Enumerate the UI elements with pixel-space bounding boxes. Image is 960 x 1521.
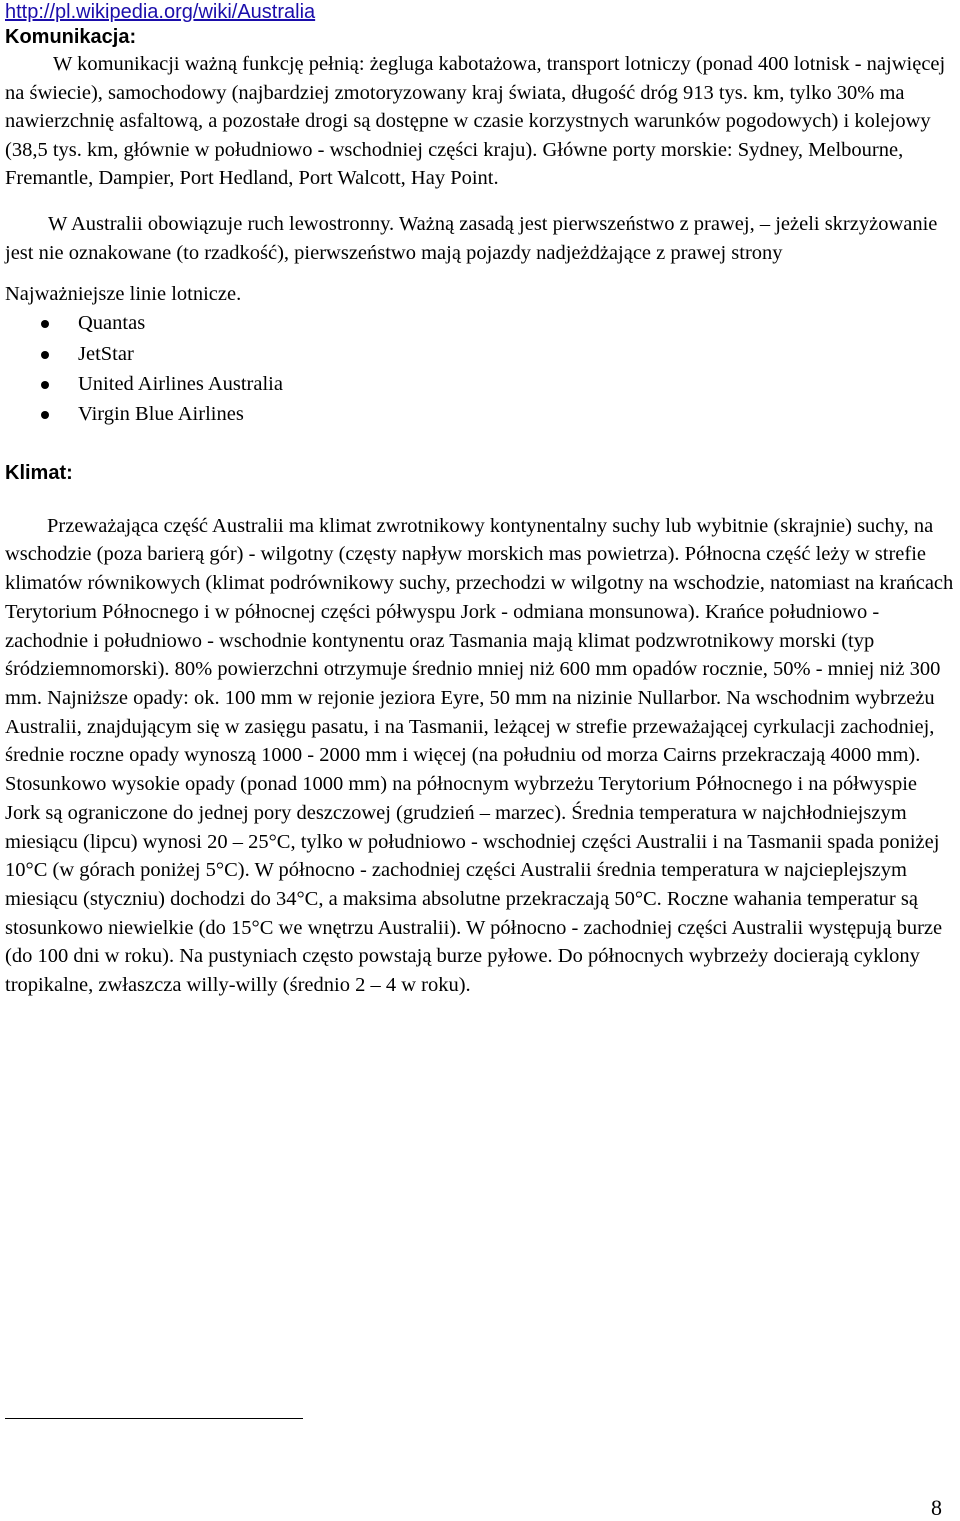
airline-name: Quantas bbox=[78, 312, 146, 335]
section-heading-komunikacja: Komunikacja: bbox=[5, 26, 137, 48]
list-item bbox=[5, 339, 955, 369]
airline-name: JetStar bbox=[78, 342, 134, 365]
document-page bbox=[5, 0, 955, 1000]
section-heading-klimat: Klimat: bbox=[5, 461, 73, 484]
bullet-icon bbox=[41, 411, 49, 419]
airline-name: United Airlines Australia bbox=[78, 372, 283, 395]
bullet-icon bbox=[41, 320, 49, 328]
airlines-list bbox=[5, 308, 955, 430]
footnote-divider bbox=[5, 1418, 303, 1419]
list-item bbox=[5, 308, 955, 338]
list-item bbox=[5, 399, 955, 429]
komunikacja-paragraph-1: W komunikacji ważną funkcję pełnią: żegluga kabotażowa, transport lotniczy (ponad 400 lotnisk - najwięcej na świecie), samochodowy (najbardziej zmotoryzowany kraj świata, długość dróg 913 tys. km, tylko 30% ma nawierzchnię asfaltową, a pozostałe drogi są dostępne w czasie korzystnych warunków pogodowych) i kolejowy (38,5 tys. km, głównie w południowo - wschodniej części kraju). Główne porty morskie: Sydney, Melbourne, Fremantle, Dampier, Port Hedland, Port Walcott, Hay Point. bbox=[5, 53, 946, 190]
airlines-intro: Najważniejsze linie lotnicze. bbox=[5, 283, 242, 306]
komunikacja-paragraph-2: W Australii obowiązuje ruch lewostronny. Ważną zasadą jest pierwszeństwo z prawej, – jeżeli skrzyżowanie jest nie oznakowane (to rzadkość), pierwszeństwo mają pojazdy nadjeżdżające z prawej strony bbox=[5, 212, 938, 264]
klimat-paragraph: Przeważająca część Australii ma klimat zwrotnikowy kontynentalny suchy lub wybitnie (skrajnie) suchy, na wschodzie (poza barierą gór) - wilgotny (częsty napływ morskich mas powietrza). Północna część leży w strefie klimatów równikowych (klimat podrównikowy suchy, przechodzi w wilgotny na wschodzie, natomiast na krańcach Terytorium Północnego i w północnej części półwyspu Jork - odmiana monsunowa). Krańce południowo - zachodnie i południowo - wschodnie kontynentu oraz Tasmania mają klimat podzwrotnikowy morski (typ śródziemnomorski). 80% powierzchni otrzymuje średnio mniej niż 600 mm opadów rocznie, 50% - mniej niż 300 mm. Najniższe opady: ok. 100 mm w rejonie jeziora Eyre, 50 mm na nizinie Nullarbor. Na wschodnim wybrzeżu Australii, znajdującym się w zasięgu pasatu, i na Tasmanii, leżącej w strefie przeważającej cyrkulacji zachodniej, średnie roczne opady wynoszą 1000 - 2000 mm i więcej (na południu od morza Cairns przekraczają 4000 mm). Stosunkowo wysokie opady (ponad 1000 mm) na północnym wybrzeżu Terytorium Północnego i na półwyspie Jork są ograniczone do jednej pory deszczowej (grudzień – marzec). Średnia temperatura w najchłodniejszym miesiącu (lipcu) wynosi 20 – 25°C, tylko w południowo - wschodniej części Australii i na Tasmanii spada poniżej 10°C (w górach poniżej 5°C). W północno - zachodniej części Australii średnia temperatura w najcieplejszym miesiącu (styczniu) dochodzi do 34°C, a maksima absolutne przekraczają 50°C. Roczne wahania temperatur są stosunkowo niewielkie (do 15°C we wnętrzu Australii). W północno - zachodniej części Australii występują burze (do 100 dni w roku). Na pustyniach często powstają burze pyłowe. Do północnych wybrzeży docierają cyklony tropikalne, zwłaszcza willy-willy (średnio 2 – 4 w roku). bbox=[5, 514, 954, 997]
bullet-icon bbox=[41, 381, 49, 389]
bullet-icon bbox=[41, 351, 49, 359]
page-number: 8 bbox=[931, 1495, 942, 1520]
airline-name: Virgin Blue Airlines bbox=[78, 403, 244, 426]
source-link[interactable]: http://pl.wikipedia.org/wiki/Australia bbox=[5, 1, 316, 23]
list-item bbox=[5, 369, 955, 399]
